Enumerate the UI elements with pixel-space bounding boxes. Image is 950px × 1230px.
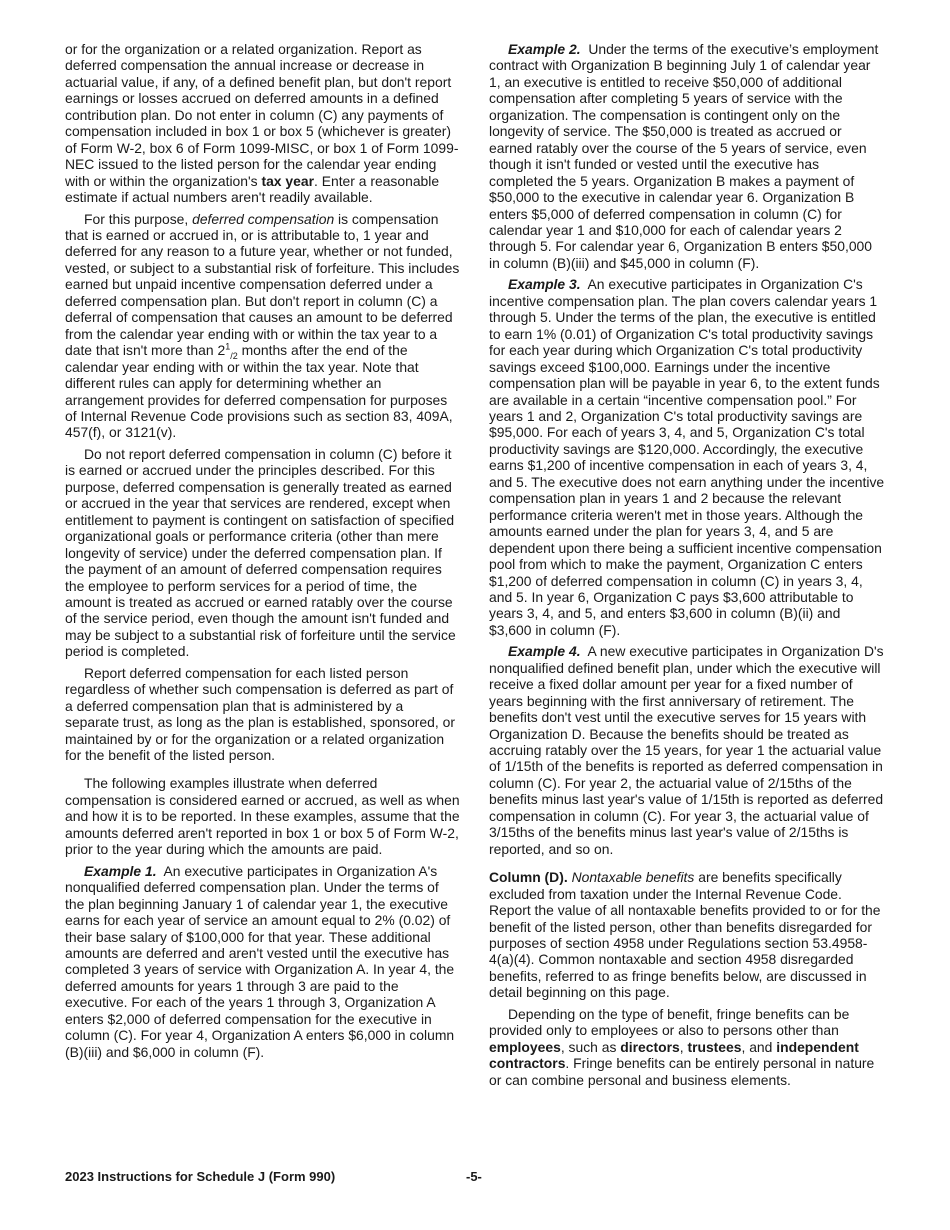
column-d-label: Column (D). bbox=[489, 869, 568, 886]
tax-year-term: tax year bbox=[261, 172, 314, 189]
example-1-label: Example 1. bbox=[84, 862, 157, 879]
paragraph-examples-intro: The following examples illustrate when deferred compensation is considered earned or accrued, as well as when and how it is to be reported. In these examples, assume that the amounts deferred aren't reported in box 1 or box 5 of Form W-2, prior to the year during which the amounts are paid. bbox=[65, 775, 460, 858]
example-1: Example 1. An executive participates in Organization A's nonqualified deferred compensation plan. Under the terms of the plan beginning January 1 of calendar year 1, the executive earns for each year of service an amount equal to 2% (0.02) of their base salary of $100,000 for that year. These additional amounts are deferred and aren't vested until the executive has completed 3 years of service with Organization A. In year 4, the deferred amounts for years 1 through 3 are paid to the executive. For each of the years 1 through 3, Organization A enters $2,000 of deferred compensation for the executive in column (C). For year 4, Organization A enters $6,000 in column (B)(iii) and $6,000 in column (F). bbox=[65, 862, 455, 1060]
example-2-label: Example 2. bbox=[508, 41, 581, 57]
page-number: -5- bbox=[466, 1169, 482, 1184]
column-d-definition: Column (D). Nontaxable benefits are benefits specifically excluded from taxation under the Internal Revenue Code. Report the value of all nontaxable benefits provided to or for the benefit of the listed person, other than benefits disregarded for purposes of section 4958 under Regulations section 53.4958-4(a)(4). Common nontaxable and section 4958 disregarded benefits, referred to as fringe benefits below, are discussed in detail beginning on this page. bbox=[489, 869, 881, 1001]
paragraph-earned-accrued: Do not report deferred compensation in column (C) before it is earned or accrued under the principles described. For this purpose, deferred compensation is generally treated as earned or accrued in the year that services are rendered, except when entitlement to payment is contingent on satisfaction of specified organizational goals or performance criteria (other than mere longevity of service) under the deferred compensation plan. If the payment of an amount of deferred compensation requires the employee to perform services for a period of time, the amount is treated as accrued or earned ratably over the course of the service period, even though the amount isn't funded and may be subject to a substantial risk of forfeiture until the service period is completed. bbox=[65, 445, 456, 660]
nontaxable-benefits-term: Nontaxable benefits bbox=[571, 869, 695, 886]
paragraph-fringe-benefits: Depending on the type of benefit, fringe benefits can be provided only to employees or also to persons other than employees, such as directors, trustees, and independent contractors. Fringe benefits can be entirely personal in nature or can combine personal and business elements. bbox=[489, 1005, 875, 1088]
example-3: Example 3. An executive participates in Organization C's incentive compensation plan. The plan covers calendar years 1 through 5. Under the terms of the plan, the executive is entitled to earn 1% (0.01) of Organization C's total productivity savings for each year during which Organization C's total productivity savings exceed $100,000. Earnings under the incentive compensation plan will be payable in year 6, to the extent funds are available in a certain “incentive compensation pool.” For years 1 and 2, Organization C's total productivity savings are $95,000. For each of years 3, 4, and 5, Organization C's total productivity savings are $120,000. Accordingly, the executive earns $1,200 of incentive compensation in each of years 3, 4, and 5. The executive does not earn anything under the incentive compensation plan in years 1 and 2 because the relevant performance criteria weren't met in those years. Although the amounts earned under the plan for years 3, 4, and 5 are dependent upon there being a sufficient incentive compensation pool from which to make the payment, Organization C enters $1,200 of deferred compensation in column (C) in years 3, 4, and 5. In year 6, Organization C pays $3,600 attributable to years 3, 4, and 5, and enters $3,600 in column (B)(ii) and $3,600 in column (F). bbox=[489, 276, 885, 638]
deferred-compensation-term: deferred compensation bbox=[192, 210, 335, 227]
example-4-label: Example 4. bbox=[508, 643, 581, 660]
right-column bbox=[489, 41, 885, 1093]
example-2: Example 2. Under the terms of the executive’s employment contract with Organization B beginning July 1 of calendar year 1, an executive is entitled to receive $50,000 of additional compensation after completing 5 years of service with the organization. The compensation is contingent only on the longevity of service. The $50,000 is treated as accrued or earned ratably over the course of the 5 years of service, even though it isn't funded or vested until the executive has completed the 5 years. Organization B makes a payment of $50,000 to the executive in calendar year 6. Organization B enters $5,000 of deferred compensation in column (C) for calendar year 1 and $10,000 for each of calendar years 2 through 5. For calendar year 6, Organization B enters $50,000 in column (B)(iii) and $45,000 in column (F). bbox=[489, 41, 879, 271]
paragraph-deferred-reporting: or for the organization or a related organization. Report as deferred compensation the annual increase or decrease in actuarial value, if any, of a defined benefit plan, but don't report earnings or losses accrued on deferred amounts in a defined contribution plan. Do not enter in column (C) any payments of compensation included in box 1 or box 5 (whichever is greater) of Form W-2, box 6 of Form 1099-MISC, or box 1 of Form 1099-NEC issued to the listed person for the calendar year ending with or within the organization's tax year. Enter a reasonable estimate if actual numbers aren't readily available. bbox=[65, 41, 459, 206]
paragraph-deferred-definition: For this purpose, deferred compensation is compensation that is earned or accrued in, or is attributable to, 1 year and deferred for any reason to a future year, whether or not funded, vested, or subject to a substantial risk of forfeiture. This includes earned but unpaid incentive compensation deferred under a deferred compensation plan. But don't report in column (C) a deferral of compensation that causes an amount to be deferred from the calendar year ending with or within the tax year to a date that isn't more than $2^1_{/2}$ months after the end of the calendar year ending with or within the tax year. Note that different rules can apply for determining whether an arrangement provides for deferred compensation for purposes of Internal Revenue Code provisions such as section 83, 409A, 457(f), or 3121(v). bbox=[65, 210, 460, 441]
footer-title: 2023 Instructions for Schedule J (Form 990) bbox=[65, 1169, 336, 1184]
example-3-label: Example 3. bbox=[508, 276, 581, 293]
paragraph-report-each-person: Report deferred compensation for each listed person regardless of whether such compensation is deferred as part of a deferred compensation plan that is administered by a separate trust, as long as the plan is established, sponsored, or maintained by or for the organization or a related organization for the benefit of the listed person. bbox=[65, 664, 455, 764]
left-column bbox=[65, 41, 461, 1065]
example-4: Example 4. A new executive participates in Organization D's nonqualified defined benefit plan, under which the executive will receive a fixed dollar amount per year for a fixed number of years beginning with the first anniversary of retirement. The benefits don't vest until the executive serves for 15 years with Organization D. Because the benefits should be treated as accruing ratably over the 15 years, for year 1 the actuarial value of 1/15th of the benefits is reported as deferred compensation in column (C). For year 2, the actuarial value of 2/15ths of the benefits minus last year's value of 1/15th is reported as deferred compensation in column (C). For year 3, the actuarial value of 3/15ths of the benefits minus last year's value of 2/15ths is reported, and so on. bbox=[489, 643, 884, 857]
